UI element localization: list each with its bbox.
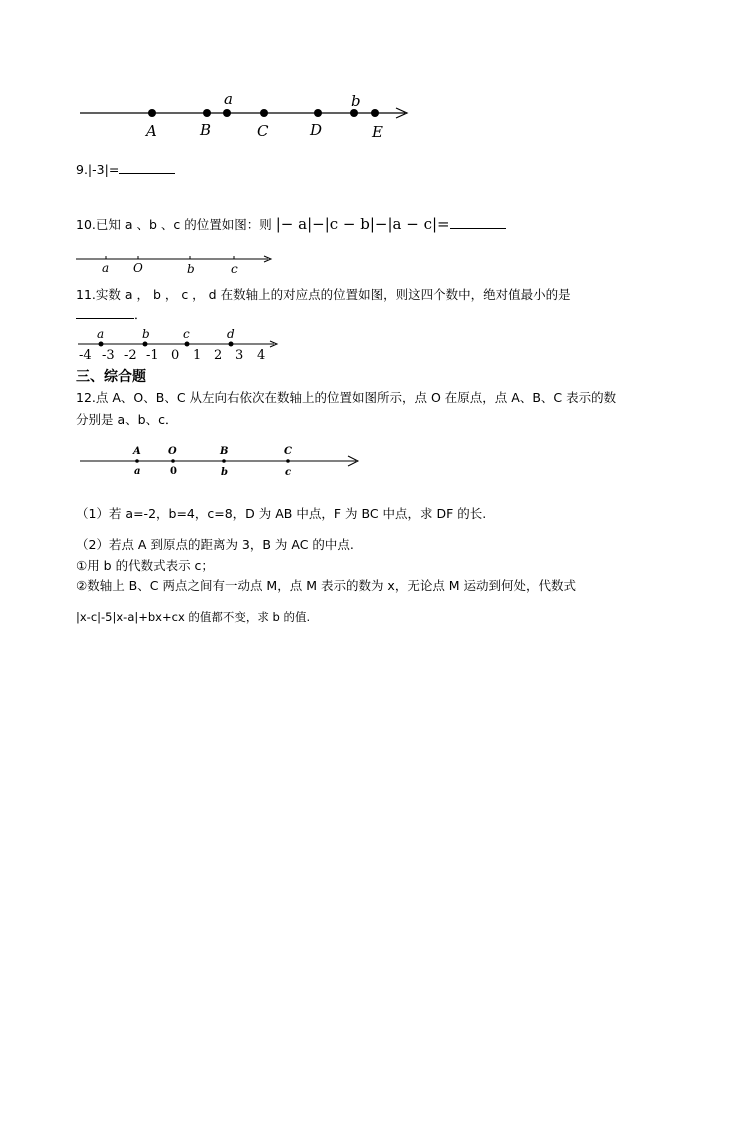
label-c: c (285, 467, 292, 478)
point-C (286, 459, 290, 463)
figure1-number-line (70, 85, 420, 145)
question-12-part1: （1）若 a=-2，b=4，c=8，D 为 AB 中点，F 为 BC 中点，求 DF 的长. (76, 506, 487, 521)
tick-label: 1 (193, 348, 202, 363)
answer-blank[interactable] (76, 306, 134, 319)
question-9-text: 9.|-3|= (76, 162, 120, 177)
tick-label: 2 (214, 348, 223, 363)
point-c (185, 342, 190, 347)
point-D (314, 109, 322, 117)
label-a: a (102, 261, 110, 275)
label-b: b (221, 467, 228, 478)
figure4-number-line (76, 440, 366, 482)
label-O: O (168, 446, 177, 457)
point-E (371, 109, 379, 117)
answer-blank[interactable] (119, 161, 175, 174)
question-10 (76, 215, 506, 234)
question-12-sub2: ②数轴上 B、C 两点之间有一动点 M，点 M 表示的数为 x，无论点 M 运动到何处，代数式 (76, 578, 577, 593)
question-11-answer-line (76, 306, 147, 324)
point-B (203, 109, 211, 117)
label-b: b (187, 262, 195, 276)
label-b: b (351, 92, 361, 110)
question-11-end: ． (134, 307, 147, 322)
point-A (148, 109, 156, 117)
label-c: c (183, 327, 190, 341)
tick-label: -2 (124, 348, 137, 363)
label-O: O (133, 261, 143, 275)
label-B: B (220, 446, 229, 457)
question-11-text: 11.实数 a ， b ， c ， d 在数轴上的对应点的位置如图，则这四个数中，绝对值最小的是 (76, 287, 571, 302)
tick-label: 0 (171, 348, 180, 363)
question-12-expression: |x-c|-5|x-a|+bx+cx 的值都不变，求 b 的值. (76, 610, 311, 624)
label-A: A (146, 122, 157, 140)
label-E: E (372, 123, 383, 141)
question-12-sub1: ①用 b 的代数式表示 c； (76, 558, 214, 573)
figure3-number-line (74, 323, 284, 365)
question-11 (76, 286, 571, 304)
label-C: C (257, 122, 269, 140)
section-title: 三、综合题 (76, 369, 146, 385)
tick-label: -1 (146, 348, 159, 363)
point-d (229, 342, 234, 347)
point-a (99, 342, 104, 347)
question-12-part2: （2）若点 A 到原点的距离为 3，B 为 AC 的中点. (76, 537, 354, 552)
question-12-line2: 分别是 a、b、c． (76, 412, 178, 427)
label-D: D (310, 121, 323, 139)
label-A: A (133, 446, 141, 457)
tick-label: -4 (79, 348, 92, 363)
point-B (222, 459, 226, 463)
question-10-expression: |− a|−|c − b|−|a − c|= (275, 215, 450, 233)
point-O (171, 459, 175, 463)
label-a: a (134, 466, 141, 477)
label-a: a (97, 327, 105, 341)
question-10-text: 10.已知 a 、b 、c 的位置如图：则 (76, 217, 272, 232)
label-b: b (142, 327, 150, 341)
label-a: a (224, 90, 233, 108)
tick-label: 3 (235, 348, 244, 363)
label-C: C (284, 446, 292, 457)
label-0: 0 (170, 466, 177, 477)
point-A (135, 459, 139, 463)
question-12-line1: 12.点 A、O、B、C 从左向右依次在数轴上的位置如图所示，点 O 在原点，点 A、B、C 表示的数 (76, 390, 617, 405)
point-a (223, 109, 231, 117)
point-C (260, 109, 268, 117)
tick-label: 4 (257, 348, 266, 363)
label-c: c (231, 262, 238, 276)
label-B: B (200, 121, 212, 139)
point-b (143, 342, 148, 347)
answer-blank[interactable] (450, 216, 506, 229)
figure2-number-line (70, 248, 285, 278)
tick-label: -3 (102, 348, 115, 363)
point-b (350, 109, 358, 117)
question-9 (76, 161, 175, 179)
label-d: d (227, 327, 235, 341)
